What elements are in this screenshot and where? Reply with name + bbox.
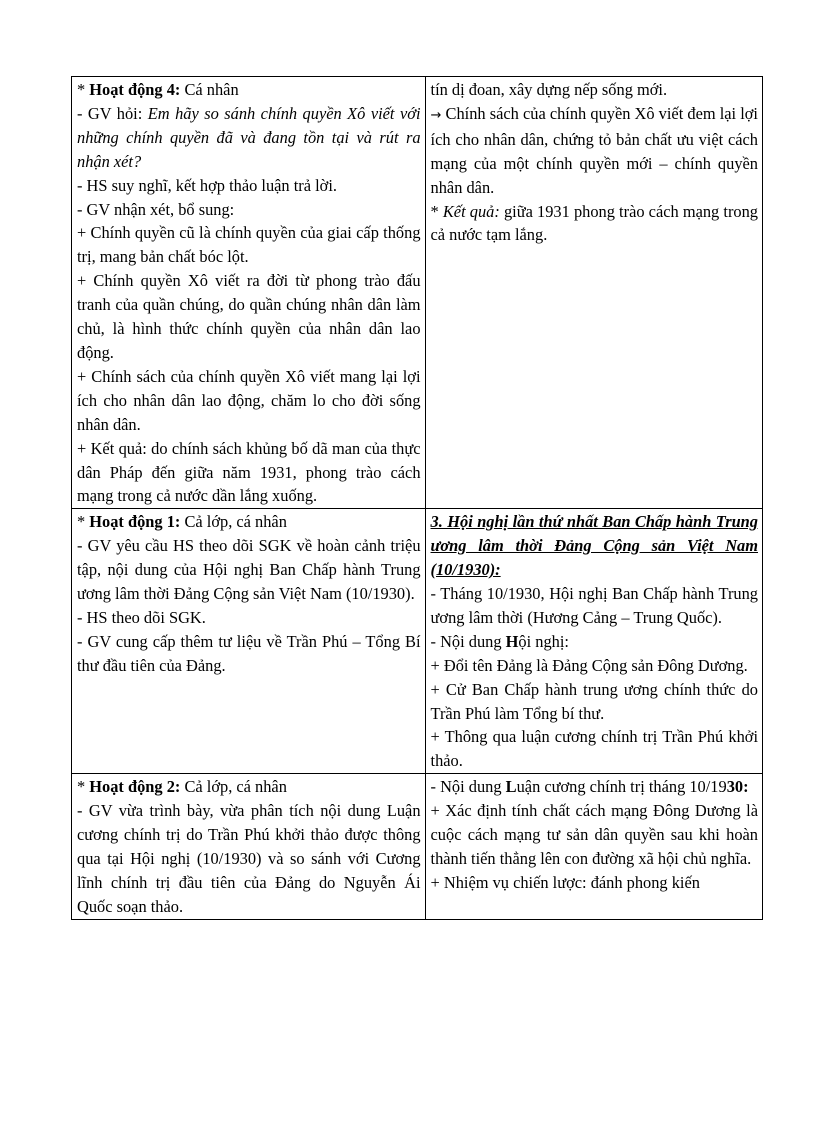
blank-space bbox=[431, 247, 758, 486]
table-row bbox=[72, 77, 763, 509]
list-item: + Kết quả: do chính sách khủng bố dã man của thực dân Pháp đến giữa năm 1931, phong trào cách mạng trong cả nước dần lắng xuống. bbox=[77, 438, 421, 506]
lesson-table bbox=[71, 76, 763, 920]
list-item: - Nội dung Hội nghị: bbox=[430, 631, 569, 651]
list-item: tín dị đoan, xây dựng nếp sống mới. bbox=[430, 80, 668, 99]
list-item: + Thông qua luận cương chính trị Trần Phú khởi thảo. bbox=[430, 727, 758, 771]
list-item: - GV yêu cầu HS theo dõi SGK về hoàn cảnh triệu tập, nội dung của Hội nghị Ban Chấp hành Trung ương lâm thời Đảng Cộng sản Việt Nam (10/1930). bbox=[77, 536, 421, 604]
teacher-question: - GV hỏi: Em hãy so sánh chính quyền Xô viết với những chính quyền đã và đang tồn tại và rút ra nhận xét? bbox=[77, 103, 421, 171]
list-item: - GV vừa trình bày, vừa phân tích nội dung Luận cương chính trị do Trần Phú khởi thảo được thông qua tại Hội nghị (10/1930) và so sánh với Cương lĩnh chính trị đầu tiên của Đảng do Nguyễn Ái Quốc soạn thảo. bbox=[77, 801, 421, 916]
conclusion-paragraph: → Chính sách của chính quyền Xô viết đem lại lợi ích cho nhân dân, chứng tỏ bản chất ưu việt cách mạng của một chính quyền mới – chính quyền nhân dân. bbox=[430, 103, 758, 197]
table-row bbox=[72, 774, 763, 919]
list-item: + Chính quyền Xô viết ra đời từ phong trào đấu tranh của quần chúng, do quần chúng nhân dân làm chủ, là hình thức chính quyền của nhân dân lao động. bbox=[77, 271, 421, 362]
section-heading: 3. Hội nghị lần thứ nhất Ban Chấp hành Trung ương lâm thời Đảng Cộng sản Việt Nam (10/1930): bbox=[430, 512, 758, 580]
list-item: - HS suy nghĩ, kết hợp thảo luận trả lời. bbox=[77, 175, 337, 195]
lesson-page bbox=[71, 76, 763, 1031]
list-item: + Nhiệm vụ chiến lược: đánh phong kiến bbox=[430, 872, 700, 892]
list-item: - Tháng 10/1930, Hội nghị Ban Chấp hành Trung ương lâm thời (Hương Cảng – Trung Quốc). bbox=[430, 584, 758, 627]
list-item: + Đổi tên Đảng là Đảng Cộng sản Đông Dương. bbox=[430, 655, 748, 675]
list-item: + Chính quyền cũ là chính quyền của giai cấp thống trị, mang bản chất bóc lột. bbox=[77, 223, 421, 267]
list-item: - Nội dung Luận cương chính trị tháng 10/1930: bbox=[430, 777, 749, 797]
list-item: - GV nhận xét, bổ sung: bbox=[77, 199, 235, 219]
list-item: + Xác định tính chất cách mạng Đông Dương là cuộc cách mạng tư sản dân quyền sau khi hoàn thành tiến thẳng lên con đường xã hội chủ nghĩa. bbox=[430, 801, 758, 868]
content-cell bbox=[425, 509, 762, 774]
activity-heading: * Hoạt động 4: Cá nhân bbox=[77, 80, 239, 99]
content-cell bbox=[425, 77, 762, 509]
activity-heading: * Hoạt động 1: Cả lớp, cá nhân bbox=[77, 512, 287, 532]
list-item: + Chính sách của chính quyền Xô viết mang lại lợi ích cho nhân dân lao động, chăm lo cho đời sống nhân dân. bbox=[77, 366, 421, 434]
activity-cell bbox=[72, 77, 426, 509]
table-row bbox=[72, 509, 763, 774]
list-item: + Cử Ban Chấp hành trung ương chính thức do Trần Phú làm Tổng bí thư. bbox=[430, 679, 758, 723]
list-item: - HS theo dõi SGK. bbox=[77, 607, 206, 627]
arrow-right-icon: → bbox=[430, 107, 442, 123]
content-cell bbox=[425, 774, 762, 919]
activity-heading: * Hoạt động 2: Cả lớp, cá nhân bbox=[77, 777, 287, 797]
result-paragraph: * Kết quả: giữa 1931 phong trào cách mạng trong cả nước tạm lắng. bbox=[430, 201, 758, 245]
list-item: - GV cung cấp thêm tư liệu về Trần Phú – Tổng Bí thư đầu tiên của Đảng. bbox=[77, 631, 421, 675]
activity-cell bbox=[72, 509, 426, 774]
activity-cell bbox=[72, 774, 426, 919]
